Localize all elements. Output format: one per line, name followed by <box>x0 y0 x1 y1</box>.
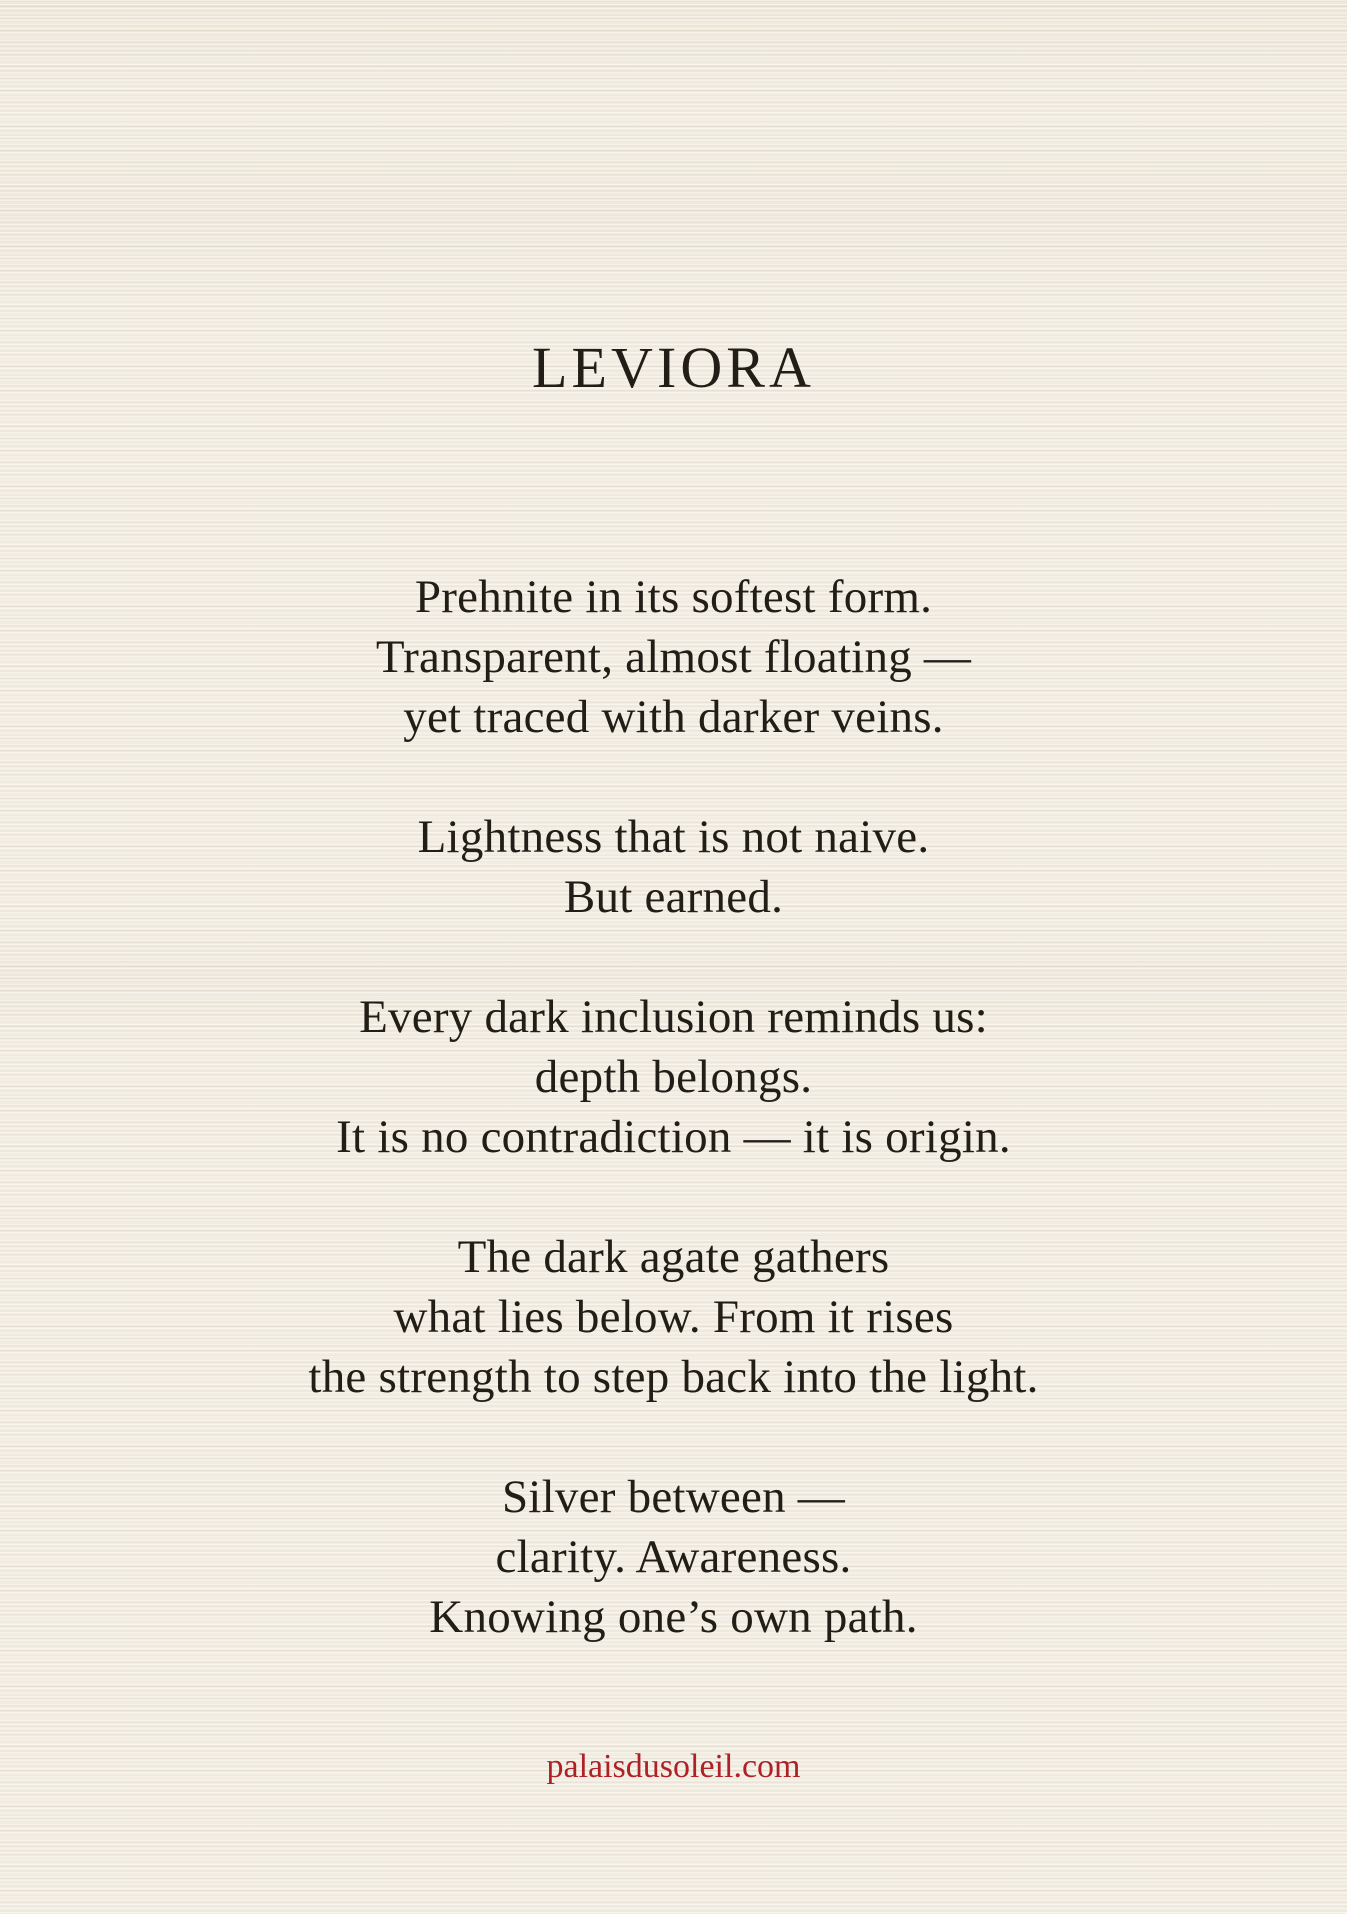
poem-line: depth belongs. <box>534 1051 813 1103</box>
poem-line: The dark agate gathers <box>457 1231 890 1283</box>
poem-line: Transparent, almost floating — <box>375 631 972 683</box>
poem-stanza-1 <box>0 567 1347 747</box>
poem-line: But earned. <box>563 871 784 923</box>
poem <box>0 567 1347 1647</box>
poem-stanza-5 <box>0 1467 1347 1647</box>
poem-line: Silver between — <box>501 1471 846 1523</box>
poem-line: Every dark inclusion reminds us: <box>359 991 988 1043</box>
poem-line: clarity. Awareness. <box>495 1531 852 1583</box>
page-title: LEVIORA <box>532 335 815 400</box>
poem-line: Knowing one’s own path. <box>429 1591 918 1643</box>
poem-line: It is no contradiction — it is origin. <box>336 1111 1011 1163</box>
poem-line: Lightness that is not naive. <box>417 811 930 863</box>
poem-line: what lies below. From it rises <box>393 1291 954 1343</box>
poem-stanza-3 <box>0 987 1347 1167</box>
poem-line: Prehnite in its softest form. <box>414 571 933 623</box>
poem-stanza-4 <box>0 1227 1347 1407</box>
poem-stanza-2 <box>0 807 1347 927</box>
poem-line: yet traced with darker veins. <box>403 691 944 743</box>
footer-website-url: palaisdusoleil.com <box>546 1748 801 1785</box>
poem-line: the strength to step back into the light. <box>308 1351 1039 1403</box>
